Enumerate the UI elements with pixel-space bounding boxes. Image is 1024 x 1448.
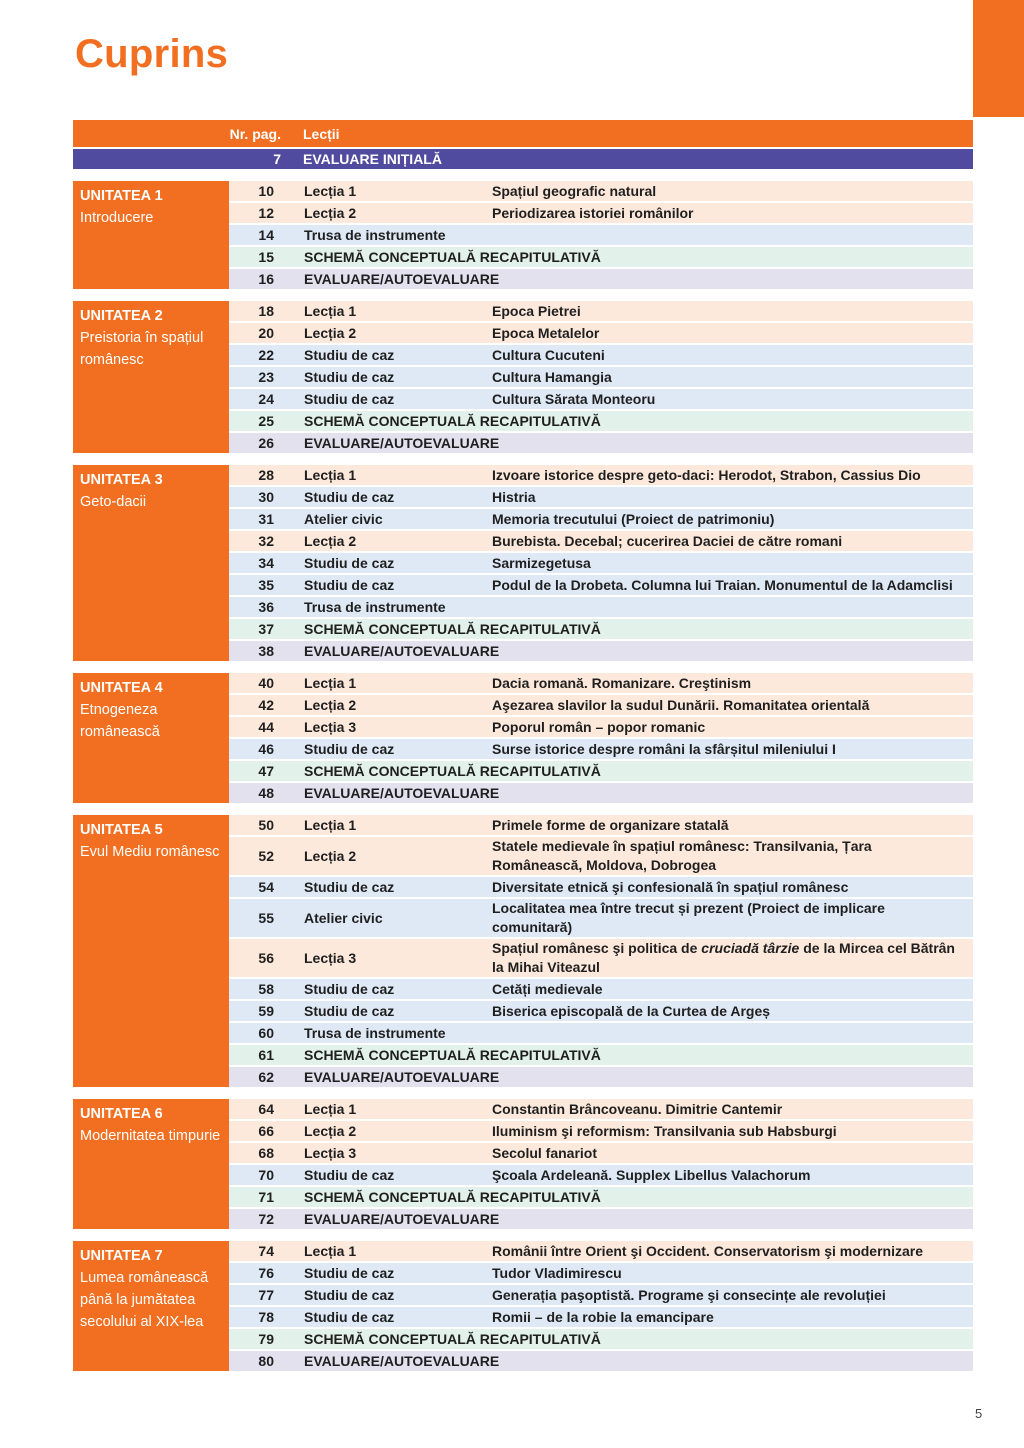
entry-label: Studiu de caz [304, 576, 395, 593]
entry-page-number: 44 [258, 718, 274, 735]
entry-label: SCHEMĂ CONCEPTUALĂ RECAPITULATIVĂ [304, 620, 601, 637]
entry-label: Trusa de instrumente [304, 598, 446, 615]
entry-label: EVALUARE/AUTOEVALUARE [304, 784, 500, 801]
entry-topic: Diversitate etnică şi confesională în spațiul românesc [492, 878, 849, 895]
entry-page-number: 55 [258, 909, 274, 926]
entry-topic [492, 939, 973, 977]
toc-entry-row[interactable] [229, 531, 973, 551]
entry-topic-part: Spațiul românesc şi politica de [492, 940, 702, 956]
entry-label: Lecția 1 [304, 466, 357, 483]
header-lessons-column: Lecții [303, 125, 340, 142]
entry-page-number: 16 [258, 270, 274, 287]
unit-name: Evul Mediu românesc [80, 844, 220, 860]
entry-page-number: 20 [258, 324, 274, 341]
entry-page-number: 10 [258, 182, 274, 199]
entry-topic: Aşezarea slavilor la sudul Dunării. Romanitatea orientală [492, 696, 870, 713]
entry-page-number: 18 [258, 302, 274, 319]
entry-label: EVALUARE/AUTOEVALUARE [304, 270, 500, 287]
entry-topic: Dacia romană. Romanizare. Creştinism [492, 674, 752, 691]
toc-entry-row[interactable] [229, 269, 973, 289]
entry-label: Studiu de caz [304, 1002, 395, 1019]
entry-page-number: 59 [258, 1002, 274, 1019]
entry-page-number: 50 [258, 816, 274, 833]
entry-page-number: 70 [258, 1166, 274, 1183]
toc-entry-row[interactable] [229, 345, 973, 365]
entry-topic: Poporul român – popor romanic [492, 718, 706, 735]
entry-label: Studiu de caz [304, 1166, 395, 1183]
toc-entry-row[interactable] [229, 877, 973, 897]
entry-page-number: 28 [258, 466, 274, 483]
entry-label: SCHEMĂ CONCEPTUALĂ RECAPITULATIVĂ [304, 762, 601, 779]
entry-page-number: 37 [258, 620, 274, 637]
entry-page-number: 74 [258, 1242, 274, 1259]
unit-name: Modernitatea timpurie [80, 1128, 221, 1144]
unit-number: UNITATEA 1 [80, 188, 163, 204]
unit-section [73, 465, 973, 661]
entry-label: Atelier civic [304, 909, 383, 926]
entry-label: Lecția 2 [304, 324, 357, 341]
entry-label: Studiu de caz [304, 878, 395, 895]
entry-page-number: 61 [258, 1046, 274, 1063]
entry-topic: Spațiul geografic natural [492, 182, 657, 199]
unit-name: Etnogeneza românească [80, 702, 160, 740]
toc-entry-row[interactable] [229, 575, 973, 595]
entry-topic: Primele forme de organizare statală [492, 816, 729, 833]
toc-entry-row[interactable] [229, 597, 973, 617]
entry-label: Studiu de caz [304, 488, 395, 505]
entry-topic: Localitatea mea între trecut și prezent (Proiect de implicare comunitară) [492, 900, 885, 935]
unit-number: UNITATEA 2 [80, 308, 163, 324]
entry-page-number: 71 [258, 1188, 274, 1205]
entry-topic: Cultura Hamangia [492, 368, 612, 385]
entry-topic: Podul de la Drobeta. Columna lui Traian. Monumentul de la Adamclisi [492, 576, 953, 593]
toc-entry-row[interactable] [229, 181, 973, 201]
entry-topic: Şcoala Ardeleană. Supplex Libellus Valachorum [492, 1166, 811, 1183]
toc-entry-row[interactable] [229, 673, 973, 693]
unit-number: UNITATEA 5 [80, 822, 163, 838]
entry-label: Lecția 2 [304, 532, 357, 549]
entry-page-number: 68 [258, 1144, 274, 1161]
entry-label: Lecția 1 [304, 816, 357, 833]
toc-entry-row[interactable] [229, 433, 973, 453]
entry-page-number: 25 [258, 412, 274, 429]
toc-entry-row[interactable] [229, 1187, 973, 1207]
entry-label: SCHEMĂ CONCEPTUALĂ RECAPITULATIVĂ [304, 248, 601, 265]
entry-page-number: 14 [258, 226, 274, 243]
toc-entry-row[interactable] [229, 1023, 973, 1043]
entry-page-number: 54 [258, 878, 274, 895]
header-page-column: Nr. pag. [229, 125, 281, 142]
entry-label: SCHEMĂ CONCEPTUALĂ RECAPITULATIVĂ [304, 1188, 601, 1205]
unit-title-cell [73, 465, 229, 661]
entry-page-number: 31 [258, 510, 274, 527]
page-title: Cuprins [75, 32, 229, 76]
entry-page-number: 58 [258, 980, 274, 997]
toc-entry-row[interactable] [229, 247, 973, 267]
unit-rows [229, 815, 973, 1087]
entry-page-number: 42 [258, 696, 274, 713]
toc-entry-row[interactable] [229, 225, 973, 245]
toc-entry-row[interactable] [229, 783, 973, 803]
entry-page-number: 76 [258, 1264, 274, 1281]
entry-label: Lecția 2 [304, 696, 357, 713]
entry-label: EVALUARE/AUTOEVALUARE [304, 1068, 500, 1085]
entry-page-number: 38 [258, 642, 274, 659]
unit-rows [229, 1099, 973, 1229]
entry-topic: Memoria trecutului (Proiect de patrimoniu) [492, 510, 775, 527]
entry-label: Studiu de caz [304, 346, 395, 363]
units-container [73, 181, 973, 1371]
toc-entry-row[interactable] [229, 553, 973, 573]
entry-label: Lecția 1 [304, 674, 357, 691]
toc-entry-row[interactable] [229, 301, 973, 321]
page-number: 5 [975, 1406, 983, 1421]
toc-entry-row[interactable] [229, 367, 973, 387]
toc-entry-row[interactable] [229, 1045, 973, 1065]
unit-title-cell [73, 673, 229, 803]
toc-entry-row[interactable] [229, 1329, 973, 1349]
unit-rows [229, 1241, 973, 1371]
toc-entry-row[interactable] [229, 1121, 973, 1141]
entry-label: Lecția 3 [304, 718, 357, 735]
entry-label: Lecția 2 [304, 847, 357, 864]
entry-page-number: 62 [258, 1068, 274, 1085]
table-of-contents [73, 120, 973, 1371]
entry-topic: Romii – de la robie la emancipare [492, 1308, 714, 1325]
entry-page-number: 60 [258, 1024, 274, 1041]
toc-entry-row[interactable] [229, 939, 973, 977]
toc-entry-row[interactable] [229, 1143, 973, 1163]
entry-page-number: 26 [258, 434, 274, 451]
unit-rows [229, 673, 973, 803]
entry-topic: Secolul fanariot [492, 1144, 598, 1161]
entry-page-number: 78 [258, 1308, 274, 1325]
unit-number: UNITATEA 7 [80, 1248, 163, 1264]
entry-label: EVALUARE/AUTOEVALUARE [304, 434, 500, 451]
toc-entry-row[interactable] [229, 1165, 973, 1185]
entry-label: EVALUARE/AUTOEVALUARE [304, 1210, 500, 1227]
unit-section [73, 815, 973, 1087]
entry-page-number: 56 [258, 949, 274, 966]
toc-entry-row[interactable] [229, 739, 973, 759]
entry-page-number: 23 [258, 368, 274, 385]
entry-label: Lecția 1 [304, 302, 357, 319]
entry-topic: Sarmizegetusa [492, 554, 591, 571]
toc-entry-row[interactable] [229, 509, 973, 529]
entry-label: Studiu de caz [304, 1286, 395, 1303]
entry-label: Trusa de instrumente [304, 226, 446, 243]
unit-rows [229, 181, 973, 289]
initial-evaluation-label: EVALUARE INIȚIALĂ [303, 151, 442, 167]
unit-section [73, 181, 973, 289]
unit-title-cell [73, 815, 229, 1087]
toc-entry-row[interactable] [229, 899, 973, 937]
toc-entry-row[interactable] [229, 323, 973, 343]
toc-entry-row[interactable] [229, 1209, 973, 1229]
toc-entry-row[interactable] [229, 1067, 973, 1087]
entry-page-number: 66 [258, 1122, 274, 1139]
toc-entry-row[interactable] [229, 1307, 973, 1327]
toc-entry-row[interactable] [229, 761, 973, 781]
entry-page-number: 34 [258, 554, 274, 571]
entry-topic: Izvoare istorice despre geto-daci: Herodot, Strabon, Cassius Dio [492, 466, 921, 483]
entry-label: Studiu de caz [304, 368, 395, 385]
entry-label: Lecția 3 [304, 1144, 357, 1161]
toc-entry-row[interactable] [229, 1099, 973, 1119]
entry-topic: Cultura Cucuteni [492, 346, 605, 363]
entry-topic-part: de la Mircea cel Bătrân la Mihai Viteazul [492, 940, 955, 975]
entry-label: Studiu de caz [304, 980, 395, 997]
entry-topic: Epoca Pietrei [492, 302, 581, 319]
unit-name: Geto-dacii [80, 494, 147, 510]
entry-topic: Cetăți medievale [492, 980, 603, 997]
unit-number: UNITATEA 6 [80, 1106, 163, 1122]
entry-label: Studiu de caz [304, 554, 395, 571]
entry-page-number: 12 [258, 204, 274, 221]
entry-page-number: 79 [258, 1330, 274, 1347]
entry-label: Lecția 2 [304, 204, 357, 221]
entry-topic: Burebista. Decebal; cucerirea Daciei de către romani [492, 532, 843, 549]
entry-label: Lecția 1 [304, 182, 357, 199]
entry-page-number: 35 [258, 576, 274, 593]
unit-title-cell [73, 301, 229, 453]
toc-entry-row[interactable] [229, 487, 973, 507]
entry-page-number: 15 [258, 248, 274, 265]
entry-page-number: 77 [258, 1286, 274, 1303]
toc-entry-row[interactable] [229, 619, 973, 639]
entry-topic: Generația paşoptistă. Programe şi consecințe ale revoluției [492, 1286, 886, 1303]
unit-name: Preistoria în spațiul românesc [80, 330, 204, 368]
entry-topic: Statele medievale în spațiul românesc: Transilvania, Țara Românească, Moldova, Dobrogea [492, 838, 872, 873]
entry-topic: Cultura Sărata Monteoru [492, 390, 656, 407]
entry-label: EVALUARE/AUTOEVALUARE [304, 642, 500, 659]
entry-label: Studiu de caz [304, 390, 395, 407]
initial-evaluation-page: 7 [273, 151, 281, 167]
unit-name: Lumea românească până la jumătatea secolului al XIX-lea [80, 1270, 209, 1330]
unit-name: Introducere [80, 210, 154, 226]
entry-label: SCHEMĂ CONCEPTUALĂ RECAPITULATIVĂ [304, 1330, 601, 1347]
unit-number: UNITATEA 4 [80, 680, 163, 696]
entry-topic: Surse istorice despre români la sfârșitul mileniului I [492, 740, 836, 757]
entry-label: Lecția 2 [304, 1122, 357, 1139]
initial-evaluation-row[interactable] [73, 149, 973, 169]
entry-label: SCHEMĂ CONCEPTUALĂ RECAPITULATIVĂ [304, 1046, 601, 1063]
entry-page-number: 48 [258, 784, 274, 801]
unit-section [73, 673, 973, 803]
toc-entry-row[interactable] [229, 695, 973, 715]
unit-section [73, 1241, 973, 1371]
entry-topic: Constantin Brâncoveanu. Dimitrie Cantemir [492, 1100, 783, 1117]
unit-rows [229, 465, 973, 661]
entry-label: Lecția 1 [304, 1242, 357, 1259]
toc-entry-row[interactable] [229, 389, 973, 409]
entry-label: Studiu de caz [304, 1308, 395, 1325]
entry-label: Lecția 1 [304, 1100, 357, 1117]
entry-label: Studiu de caz [304, 740, 395, 757]
toc-entry-row[interactable] [229, 717, 973, 737]
toc-entry-row[interactable] [229, 1263, 973, 1283]
entry-page-number: 47 [258, 762, 274, 779]
toc-entry-row[interactable] [229, 1285, 973, 1305]
toc-header-row [73, 120, 973, 147]
entry-topic: Biserica episcopală de la Curtea de Argeș [492, 1002, 771, 1019]
entry-page-number: 64 [258, 1100, 274, 1117]
toc-entry-row[interactable] [229, 837, 973, 875]
toc-entry-row[interactable] [229, 979, 973, 999]
entry-topic: Iluminism şi reformism: Transilvania sub Habsburgi [492, 1122, 837, 1139]
entry-topic-italic: cruciadă târzie [701, 940, 800, 956]
toc-entry-row[interactable] [229, 1241, 973, 1261]
entry-topic: Periodizarea istoriei românilor [492, 204, 694, 221]
unit-title-cell [73, 181, 229, 289]
entry-label: Studiu de caz [304, 1264, 395, 1281]
corner-tab-decoration [973, 0, 1024, 117]
entry-label: Atelier civic [304, 510, 383, 527]
unit-section [73, 1099, 973, 1229]
toc-entry-row[interactable] [229, 1001, 973, 1021]
entry-label: SCHEMĂ CONCEPTUALĂ RECAPITULATIVĂ [304, 412, 601, 429]
entry-page-number: 30 [258, 488, 274, 505]
entry-topic: Epoca Metalelor [492, 324, 600, 341]
entry-page-number: 40 [258, 674, 274, 691]
entry-page-number: 24 [258, 390, 274, 407]
toc-entry-row[interactable] [229, 641, 973, 661]
entry-page-number: 72 [258, 1210, 274, 1227]
entry-label: EVALUARE/AUTOEVALUARE [304, 1352, 500, 1369]
entry-topic: Histria [492, 488, 536, 505]
unit-title-cell [73, 1241, 229, 1371]
entry-label: Lecția 3 [304, 949, 357, 966]
toc-entry-row[interactable] [229, 1351, 973, 1371]
entry-page-number: 52 [258, 847, 274, 864]
toc-entry-row[interactable] [229, 411, 973, 431]
entry-page-number: 80 [258, 1352, 274, 1369]
entry-page-number: 36 [258, 598, 274, 615]
toc-entry-row[interactable] [229, 815, 973, 835]
toc-entry-row[interactable] [229, 465, 973, 485]
unit-title-cell [73, 1099, 229, 1229]
unit-number: UNITATEA 3 [80, 472, 163, 488]
entry-page-number: 46 [258, 740, 274, 757]
entry-label: Trusa de instrumente [304, 1024, 446, 1041]
entry-page-number: 22 [258, 346, 274, 363]
entry-page-number: 32 [258, 532, 274, 549]
entry-topic: Tudor Vladimirescu [492, 1264, 622, 1281]
entry-topic: Românii între Orient şi Occident. Conservatorism şi modernizare [492, 1242, 924, 1259]
toc-entry-row[interactable] [229, 203, 973, 223]
unit-rows [229, 301, 973, 453]
unit-section [73, 301, 973, 453]
